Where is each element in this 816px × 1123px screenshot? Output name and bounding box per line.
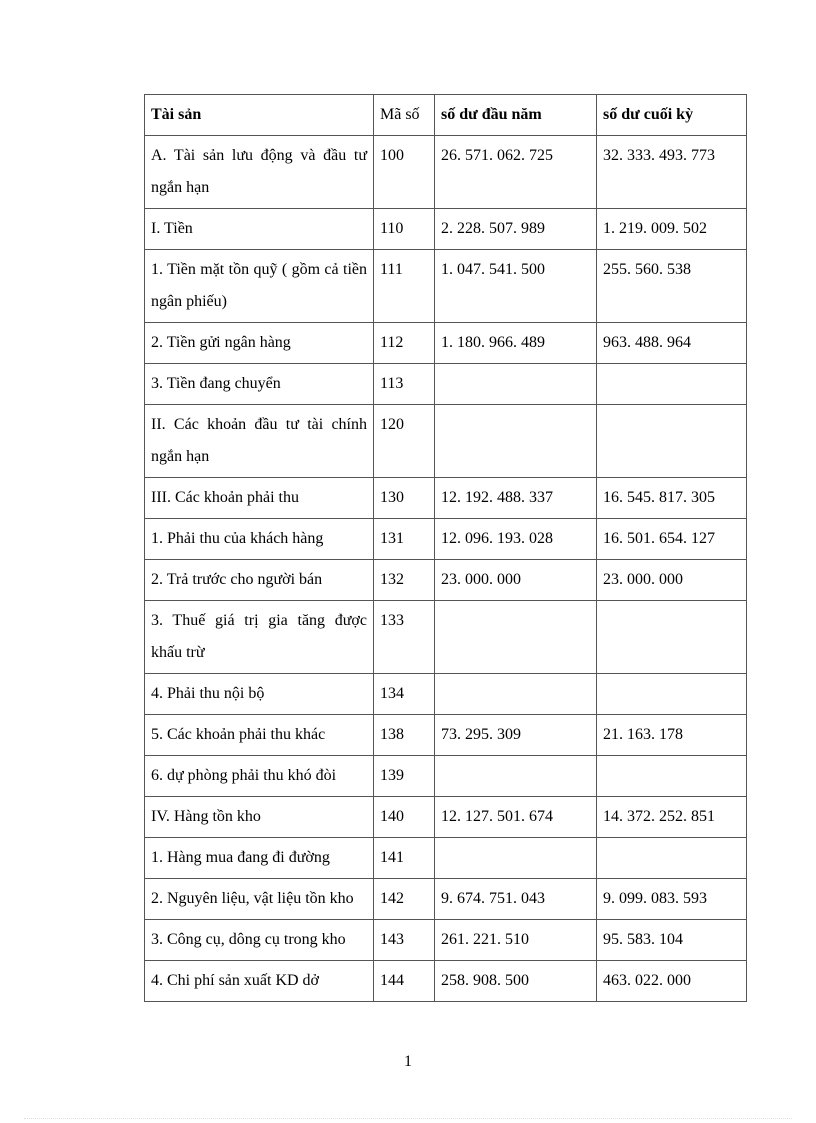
table-row [145, 519, 747, 560]
row-asset-name: 3. Công cụ, dông cụ trong kho [145, 920, 374, 961]
header-code: Mã số [374, 95, 435, 136]
row-closing-balance: 95. 583. 104 [597, 920, 747, 961]
row-asset-name: 1. Hàng mua đang đi đường [145, 838, 374, 879]
row-closing-balance: 16. 545. 817. 305 [597, 478, 747, 519]
row-asset-name: 4. Chi phí sản xuất KD dở [145, 961, 374, 1002]
row-closing-balance: 463. 022. 000 [597, 961, 747, 1002]
row-asset-name: 6. dự phòng phải thu khó đòi [145, 756, 374, 797]
row-closing-balance: 16. 501. 654. 127 [597, 519, 747, 560]
row-closing-balance: 255. 560. 538 [597, 250, 747, 323]
row-closing-balance [597, 405, 747, 478]
table-row [145, 478, 747, 519]
row-closing-balance: 21. 163. 178 [597, 715, 747, 756]
row-opening-balance: 73. 295. 309 [435, 715, 597, 756]
row-code: 138 [374, 715, 435, 756]
row-closing-balance: 23. 000. 000 [597, 560, 747, 601]
row-code: 142 [374, 879, 435, 920]
row-asset-name: 1. Tiền mặt tồn quỹ ( gồm cả tiền ngân phiếu) [145, 250, 374, 323]
balance-sheet-table [144, 94, 747, 1002]
row-asset-name: IV. Hàng tồn kho [145, 797, 374, 838]
table-row [145, 715, 747, 756]
row-opening-balance [435, 674, 597, 715]
row-closing-balance: 9. 099. 083. 593 [597, 879, 747, 920]
row-closing-balance [597, 364, 747, 405]
table-row [145, 601, 747, 674]
row-opening-balance: 23. 000. 000 [435, 560, 597, 601]
row-code: 141 [374, 838, 435, 879]
row-asset-name: A. Tài sản lưu động và đầu tư ngắn hạn [145, 136, 374, 209]
row-code: 100 [374, 136, 435, 209]
row-code: 140 [374, 797, 435, 838]
page-bottom-rule [24, 1118, 792, 1119]
row-opening-balance [435, 601, 597, 674]
row-code: 144 [374, 961, 435, 1002]
row-opening-balance: 12. 192. 488. 337 [435, 478, 597, 519]
table-row [145, 797, 747, 838]
header-opening-balance: số dư đầu năm [435, 95, 597, 136]
row-code: 111 [374, 250, 435, 323]
row-code: 132 [374, 560, 435, 601]
table-header-row [145, 95, 747, 136]
row-opening-balance: 258. 908. 500 [435, 961, 597, 1002]
row-asset-name: 2. Nguyên liệu, vật liệu tồn kho [145, 879, 374, 920]
row-code: 130 [374, 478, 435, 519]
row-code: 143 [374, 920, 435, 961]
table-row [145, 323, 747, 364]
row-opening-balance: 2. 228. 507. 989 [435, 209, 597, 250]
row-code: 134 [374, 674, 435, 715]
header-closing-balance: số dư cuối kỳ [597, 95, 747, 136]
table-row [145, 838, 747, 879]
row-closing-balance: 14. 372. 252. 851 [597, 797, 747, 838]
row-opening-balance [435, 756, 597, 797]
row-closing-balance: 1. 219. 009. 502 [597, 209, 747, 250]
table-row [145, 920, 747, 961]
table-body [145, 136, 747, 1002]
table-row [145, 756, 747, 797]
row-asset-name: I. Tiền [145, 209, 374, 250]
row-code: 110 [374, 209, 435, 250]
row-closing-balance [597, 838, 747, 879]
row-asset-name: 2. Trả trước cho người bán [145, 560, 374, 601]
page-number: 1 [404, 1053, 412, 1070]
table-row [145, 209, 747, 250]
table-row [145, 961, 747, 1002]
row-asset-name: 5. Các khoản phải thu khác [145, 715, 374, 756]
row-closing-balance [597, 756, 747, 797]
row-closing-balance: 963. 488. 964 [597, 323, 747, 364]
row-asset-name: 2. Tiền gửi ngân hàng [145, 323, 374, 364]
header-asset: Tài sản [145, 95, 374, 136]
row-opening-balance: 261. 221. 510 [435, 920, 597, 961]
row-asset-name: 1. Phải thu của khách hàng [145, 519, 374, 560]
table-row [145, 879, 747, 920]
row-code: 139 [374, 756, 435, 797]
row-asset-name: II. Các khoản đầu tư tài chính ngắn hạn [145, 405, 374, 478]
table-row [145, 136, 747, 209]
row-closing-balance: 32. 333. 493. 773 [597, 136, 747, 209]
row-asset-name: 4. Phải thu nội bộ [145, 674, 374, 715]
row-opening-balance: 1. 180. 966. 489 [435, 323, 597, 364]
row-code: 131 [374, 519, 435, 560]
row-opening-balance [435, 405, 597, 478]
row-code: 113 [374, 364, 435, 405]
row-closing-balance [597, 674, 747, 715]
table-row [145, 250, 747, 323]
row-code: 112 [374, 323, 435, 364]
row-asset-name: 3. Thuế giá trị gia tăng được khấu trừ [145, 601, 374, 674]
row-code: 133 [374, 601, 435, 674]
row-opening-balance: 9. 674. 751. 043 [435, 879, 597, 920]
row-opening-balance: 1. 047. 541. 500 [435, 250, 597, 323]
row-code: 120 [374, 405, 435, 478]
row-opening-balance: 12. 096. 193. 028 [435, 519, 597, 560]
row-opening-balance [435, 364, 597, 405]
row-asset-name: III. Các khoản phải thu [145, 478, 374, 519]
table-row [145, 560, 747, 601]
row-opening-balance: 12. 127. 501. 674 [435, 797, 597, 838]
table-row [145, 674, 747, 715]
row-opening-balance: 26. 571. 062. 725 [435, 136, 597, 209]
table-row [145, 405, 747, 478]
row-closing-balance [597, 601, 747, 674]
row-asset-name: 3. Tiền đang chuyển [145, 364, 374, 405]
row-opening-balance [435, 838, 597, 879]
table-row [145, 364, 747, 405]
